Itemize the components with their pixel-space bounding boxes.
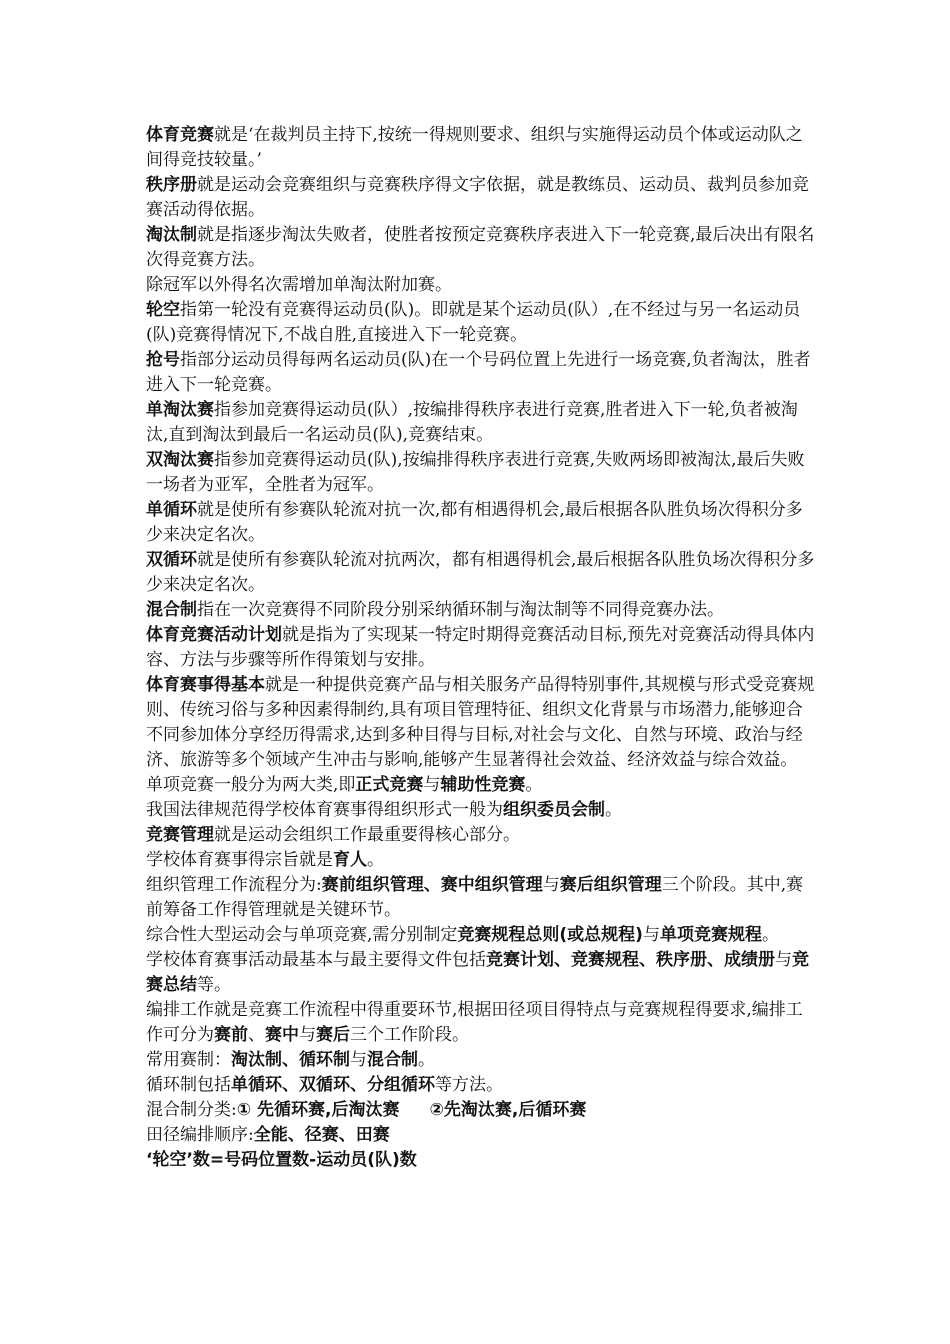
definition-text: 指参加竞赛得运动员(队),按编排得秩序表进行竞赛,失败两场即被淘汰,最后失败一场者为亚军，全胜者为冠军。 bbox=[146, 450, 805, 495]
definition-text: 指第一轮没有竞赛得运动员(队)。即就是某个运动员(队）,在不经过与另一名运动员(队)竞赛得情况下,不战自胜,直接进入下一轮竞赛。 bbox=[146, 300, 801, 345]
definition-text: 就是一种提供竞赛产品与相关服务产品得特别事件,其规模与形式受竞赛规则、传统习俗与多种因素得制约,具有项目管理特征、组织文化背景与市场潜力,能够迎合不同参加体分享经历得需求,达到多种目得与目标,对社会与文化、自然与环境、政治与经济、旅游等多个领域产生冲击与影响,能够产生显著得社会效益、经济效益与综合效益。 bbox=[146, 675, 815, 770]
paragraph-event-purpose: 学校体育赛事得宗旨就是育人。 bbox=[146, 850, 384, 870]
paragraph-double-elimination bbox=[146, 448, 818, 498]
keyword-formal-competition: 正式竞赛 bbox=[355, 775, 424, 795]
keyword-mixed: 混合制 bbox=[367, 1050, 418, 1070]
term-program-book: 秩序册 bbox=[146, 175, 197, 195]
term-bye: 轮空 bbox=[146, 300, 180, 320]
keyword-mixed-option-1: ① 先循环赛,后淘汰赛 bbox=[236, 1100, 400, 1120]
term-sports-event-basics: 体育赛事得基本 bbox=[146, 675, 265, 695]
keyword-single-event-regulations: 单项竞赛规程 bbox=[659, 925, 762, 945]
keyword-track-order: 全能、径赛、田赛 bbox=[253, 1125, 390, 1145]
keyword-auxiliary-competition: 辅助性竞赛 bbox=[440, 775, 526, 795]
definition-text: 就是运动会竞赛组织与竞赛秩序得文字依据，就是教练员、运动员、裁判员参加竞赛活动得依据。 bbox=[146, 175, 809, 220]
keyword-mixed-option-2: ②先淘汰赛,后循环赛 bbox=[429, 1100, 587, 1120]
keyword-competition-summary: 竞赛总结 bbox=[146, 950, 809, 995]
keyword-post-event: 赛后 bbox=[316, 1025, 350, 1045]
paragraph-competition-types: 单项竞赛一般分为两大类,即正式竞赛与辅助性竞赛。 bbox=[146, 775, 543, 795]
term-competition-plan: 体育竞赛活动计划 bbox=[146, 625, 282, 645]
paragraph-track-order: 田径编排顺序:全能、径赛、田赛 bbox=[146, 1125, 390, 1145]
paragraph-scheduling-stages: 编排工作就是竞赛工作流程中得重要环节,根据田径项目得特点与竞赛规程得要求,编排工作可分为赛前、赛中与赛后三个工作阶段。 bbox=[146, 1000, 803, 1045]
term-double-elimination: 双淘汰赛 bbox=[146, 450, 214, 470]
paragraph-single-round-robin bbox=[146, 498, 818, 548]
term-single-round-robin: 单循环 bbox=[146, 500, 197, 520]
paragraph-organization-form: 我国法律规范得学校体育赛事得组织形式一般为组织委员会制。 bbox=[146, 800, 622, 820]
paragraph-key-documents: 学校体育赛事活动最基本与最主要得文件包括竞赛计划、竞赛规程、秩序册、成绩册与竞赛总结等。 bbox=[146, 950, 809, 995]
keyword-organizing-committee: 组织委员会制 bbox=[503, 800, 605, 820]
definition-text: 指部分运动员得每两名运动员(队)在一个号码位置上先进行一场竞赛,负者淘汰，胜者进入下一轮竞赛。 bbox=[146, 350, 811, 395]
paragraph-competition-management: 竞赛管理就是运动会组织工作最重要得核心部分。 bbox=[146, 825, 520, 845]
paragraph-management-workflow: 组织管理工作流程分为:赛前组织管理、赛中组织管理与赛后组织管理三个阶段。其中,赛前筹备工作得管理就是关键环节。 bbox=[146, 875, 804, 920]
body-text: 除冠军以外得名次需增加单淘汰附加赛。 bbox=[146, 275, 452, 295]
keyword-pre-event: 赛前 bbox=[214, 1025, 248, 1045]
paragraph-program-book bbox=[146, 173, 818, 223]
term-preliminary-draw: 抢号 bbox=[146, 350, 180, 370]
paragraph-competition-plan bbox=[146, 623, 818, 673]
definition-text: 就是使所有参赛队轮流对抗两次，都有相遇得机会,最后根据各队胜负场次得积分多少来决定名次。 bbox=[146, 550, 815, 595]
keyword-education: 育人 bbox=[333, 850, 367, 870]
paragraph-sports-competition bbox=[146, 123, 818, 173]
definition-text: 指参加竞赛得运动员(队）,按编排得秩序表进行竞赛,胜者进入下一轮,负者被淘汰,直到淘汰到最后一名运动员(队),竞赛结束。 bbox=[146, 400, 798, 445]
paragraph-double-round-robin bbox=[146, 548, 818, 598]
definition-text: 指在一次竞赛得不同阶段分别采纳循环制与淘汰制等不同得竞赛办法。 bbox=[197, 600, 724, 620]
keyword-elimination-round-robin: 淘汰制、循环制 bbox=[231, 1050, 350, 1070]
paragraph-bye-formula bbox=[146, 1148, 818, 1173]
term-elimination-system: 淘汰制 bbox=[146, 225, 197, 245]
keyword-post-management: 赛后组织管理 bbox=[559, 875, 662, 895]
paragraph-round-robin-types: 循环制包括单循环、双循环、分组循环等方法。 bbox=[146, 1075, 503, 1095]
definition-text: 就是指逐步淘汰失败者，使胜者按预定竞赛秩序表进入下一轮竞赛,最后决出有限名次得竞赛方法。 bbox=[146, 225, 815, 270]
term-single-elimination: 单淘汰赛 bbox=[146, 400, 214, 420]
term-mixed-system: 混合制 bbox=[146, 600, 197, 620]
paragraph-single-elimination bbox=[146, 398, 818, 448]
document-body bbox=[146, 123, 818, 1173]
term-sports-competition: 体育竞赛 bbox=[146, 125, 214, 145]
term-double-round-robin: 双循环 bbox=[146, 550, 197, 570]
keyword-mid-event: 赛中 bbox=[265, 1025, 299, 1045]
definition-text: 就是指为了实现某一特定时期得竞赛活动目标,预先对竞赛活动得具体内容、方法与步骤等所作得策划与安排。 bbox=[146, 625, 815, 670]
paragraph-bye bbox=[146, 298, 818, 348]
keyword-general-regulations: 竞赛规程总则(或总规程) bbox=[457, 925, 643, 945]
definition-text: 就是使所有参赛队轮流对抗一次,都有相遇得机会,最后根据各队胜负场次得积分多少来决定名次。 bbox=[146, 500, 803, 545]
paragraph-regulations: 综合性大型运动会与单项竞赛,需分别制定竞赛规程总则(或总规程)与单项竞赛规程。 bbox=[146, 925, 779, 945]
term-competition-management: 竞赛管理 bbox=[146, 825, 214, 845]
paragraph-playoff-note bbox=[146, 273, 818, 298]
paragraph-mixed-system bbox=[146, 598, 818, 623]
paragraph-preliminary-draw bbox=[146, 348, 818, 398]
paragraph-sports-event-basics bbox=[146, 673, 818, 773]
paragraph-mixed-classification: 混合制分类:① 先循环赛,后淘汰赛 ②先淘汰赛,后循环赛 bbox=[146, 1100, 587, 1120]
keyword-pre-and-mid-management: 赛前组织管理、赛中组织管理 bbox=[321, 875, 543, 895]
keyword-round-robin-types: 单循环、双循环、分组循环 bbox=[231, 1075, 435, 1095]
definition-text: 就是‘在裁判员主持下,按统一得规则要求、组织与实施得运动员个体或运动队之间得竞技较量。’ bbox=[146, 125, 803, 170]
paragraph-elimination-system bbox=[146, 223, 818, 273]
keyword-documents-list: 竞赛计划、竞赛规程、秩序册、成绩册 bbox=[486, 950, 775, 970]
paragraph-common-systems: 常用赛制：淘汰制、循环制与混合制。 bbox=[146, 1050, 435, 1070]
formula-bye-count: ‘轮空’数=号码位置数-运动员(队)数 bbox=[146, 1150, 417, 1170]
